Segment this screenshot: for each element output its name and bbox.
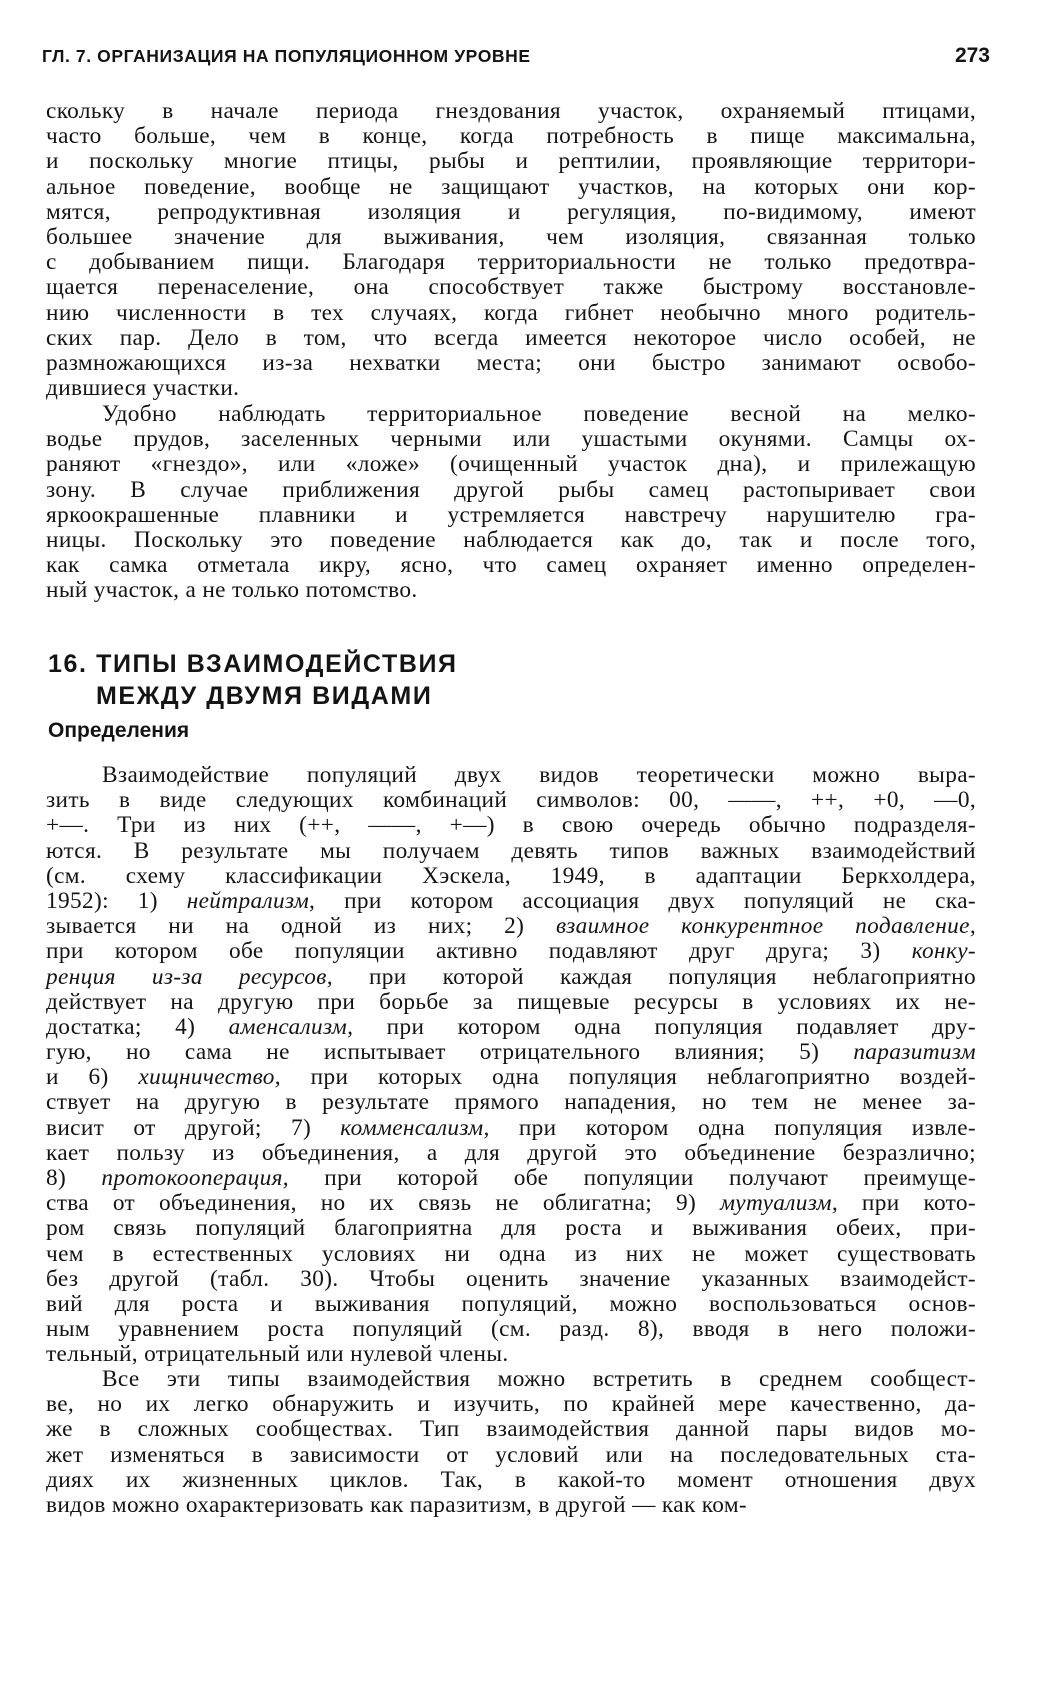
text-run: при котором одна популяция подавляет дру- — [353, 1013, 976, 1040]
text-line — [46, 1342, 976, 1367]
text-line: щается перенаселение, она способствует также быстрому восстановле- — [46, 274, 976, 301]
text-line: мятся, репродуктивная изоляция и регуляция, по-видимому, имеют — [46, 198, 976, 225]
text-line — [46, 939, 976, 964]
section-title-line-1: 16. ТИПЫ ВЗАИМОДЕЙСТВИЯ — [48, 650, 458, 678]
text-line — [46, 965, 976, 990]
text-run: висит от другой; 7) — [46, 1114, 341, 1141]
text-line — [46, 1040, 976, 1065]
text-line — [46, 1090, 976, 1115]
section-title — [48, 648, 458, 712]
paragraph-community-interactions — [46, 1367, 976, 1518]
text-run: и 6) — [46, 1064, 139, 1091]
text-line — [46, 1191, 976, 1216]
text-line — [46, 1065, 976, 1090]
text-line — [46, 788, 976, 813]
text-run: при которых одна популяция неблагоприятно воздей- — [280, 1064, 976, 1091]
text-line — [46, 1267, 976, 1292]
paragraph-interaction-types — [46, 763, 976, 1368]
text-line — [46, 1116, 976, 1141]
text-line — [46, 839, 976, 864]
text-line: ве, но их легко обнаружить и изучить, по крайней мере качественно, да- — [46, 1391, 976, 1418]
section-title-line-2: МЕЖДУ ДВУМЯ ВИДАМИ — [96, 682, 433, 710]
text-line — [46, 1317, 976, 1342]
text-run: зывается ни на одной из них; 2) — [46, 913, 556, 940]
text-run: ром связь популяций благоприятна для роста и выживания обеих, при- — [46, 1215, 976, 1242]
text-line — [46, 813, 976, 838]
text-line — [46, 1242, 976, 1267]
subsection-title: Определения — [48, 719, 190, 742]
text-run: действует на другую при борьбе за пищевые ресурсы в условиях их не- — [46, 988, 976, 1015]
text-run: при котором обе популяции активно подавляют друг друга; 3) — [46, 938, 912, 965]
running-title: ГЛ. 7. ОРГАНИЗАЦИЯ НА ПОПУЛЯЦИОННОМ УРОВНЕ — [42, 46, 531, 66]
text-line: нию численности в тех случаях, когда гибнет необычно много родитель- — [46, 299, 976, 326]
italic-term: нейтрализм, — [186, 887, 316, 914]
text-line: же в сложных сообществах. Тип взаимодействия данной пары видов мо- — [46, 1416, 976, 1443]
text-run: ным уравнением роста популяций (см. разд. 8), вводя в него положи- — [46, 1316, 976, 1343]
text-run: при которой каждая популяция неблагоприятно — [332, 963, 976, 990]
text-line — [46, 1015, 976, 1040]
page-number: 273 — [954, 44, 990, 67]
text-line: раняют «гнездо», или «ложе» (очищенный участок дна), и прилежащую — [46, 451, 976, 478]
text-line — [46, 864, 976, 889]
text-run: гую, но сама не испытывает отрицательного влияния; 5) — [46, 1039, 854, 1066]
italic-term: комменсализм, — [340, 1114, 490, 1141]
paragraph-territoriality — [46, 99, 976, 401]
text-line: альное поведение, вообще не защищают участков, на которых они кор- — [46, 173, 976, 200]
text-line — [46, 1141, 976, 1166]
italic-term: конку- — [911, 938, 976, 965]
text-line — [46, 889, 976, 914]
text-line: большее значение для выживания, чем изоляция, связанная только — [46, 223, 976, 250]
paragraph-sunfish-behavior — [46, 402, 976, 604]
text-run: вий для роста и выживания популяций, можно воспользоваться основ- — [46, 1290, 976, 1317]
text-run: при котором ассоциация двух популяций не ска- — [315, 887, 976, 914]
italic-term: паразитизм — [853, 1039, 976, 1066]
italic-term: аменсализм, — [228, 1013, 354, 1040]
text-run: +—. Три из них (++, ——, +—) в свою очередь обычно подразделя- — [46, 812, 976, 839]
text-line: яркоокрашенные плавники и устремляется навстречу нарушителю гра- — [46, 501, 976, 528]
text-line: дившиеся участки. — [46, 375, 240, 402]
text-run: (см. схему классификации Хэскела, 1949, в адаптации Беркхолдера, — [46, 862, 976, 889]
text-line: видов можно охарактеризовать как паразитизм, в другой — как ком- — [46, 1491, 748, 1518]
text-line — [46, 914, 976, 939]
text-run: ствует на другую в результате прямого нападения, но тем не менее за- — [46, 1089, 976, 1116]
text-run: 1952): 1) — [46, 887, 187, 914]
text-line: часто больше, чем в конце, когда потребность в пище максимальна, — [46, 123, 976, 150]
italic-term: взаимное конкурентное подавление, — [556, 913, 976, 940]
text-run: при которой обе популяции получают преимуще- — [288, 1165, 976, 1191]
text-line — [46, 763, 976, 788]
text-line: ницы. Поскольку это поведение наблюдается как до, так и после того, — [46, 526, 976, 553]
text-line — [46, 1292, 976, 1317]
italic-term: хищничество, — [138, 1064, 281, 1091]
text-line: и поскольку многие птицы, рыбы и рептилии, проявляющие территори- — [46, 148, 976, 175]
text-run: при котором одна популяция извле- — [489, 1114, 976, 1141]
text-line — [46, 990, 976, 1015]
text-run: 8) — [46, 1165, 102, 1191]
italic-term: мутуализм, — [720, 1190, 839, 1217]
text-line: как самка отметала икру, ясно, что самец охраняет именно определен- — [46, 552, 976, 579]
text-line: ный участок, а не только потомство. — [46, 577, 418, 604]
italic-term: протокооперация, — [101, 1165, 289, 1191]
text-line: жет изменяться в зависимости от условий или на последовательных ста- — [46, 1441, 976, 1468]
text-line: скольку в начале периода гнездования участок, охраняемый птицами, — [46, 98, 976, 124]
text-line: Удобно наблюдать территориальное поведение весной на мелко- — [102, 401, 976, 427]
text-line: зону. В случае приближения другой рыбы самец растопыривает свои — [46, 476, 976, 503]
text-line: ских пар. Дело в том, что всегда имеется некоторое число особей, не — [46, 324, 976, 351]
text-run: ства от объединения, но их связь не облигатна; 9) — [46, 1190, 721, 1217]
text-run: достатка; 4) — [46, 1013, 229, 1040]
text-line: водье прудов, заселенных черными или ушастыми окунями. Самцы ох- — [46, 426, 976, 453]
text-run: ются. В результате мы получаем девять типов важных взаимодействий — [46, 837, 976, 864]
text-line — [46, 1216, 976, 1241]
text-run: чем в естественных условиях ни одна из них не может существовать — [46, 1240, 976, 1267]
text-line: размножающихся из-за нехватки места; они быстро занимают освобо- — [46, 349, 976, 376]
text-run: кает пользу из объединения, а для другой это объединение безразлично; — [46, 1139, 976, 1166]
text-run: тельный, отрицательный или нулевой члены. — [46, 1341, 509, 1368]
text-run: зить в виде следующих комбинаций символов: 00, ——, ++, +0, —0, — [46, 787, 976, 814]
text-line: с добыванием пищи. Благодаря территориальности не только предотвра- — [46, 249, 976, 276]
text-run: при кото- — [838, 1190, 976, 1217]
text-line: Все эти типы взаимодействия можно встретить в среднем сообщест- — [102, 1366, 976, 1392]
text-line — [46, 1166, 976, 1191]
text-line: диях их жизненных циклов. Так, в какой-то момент отношения двух — [46, 1466, 976, 1493]
text-run: Взаимодействие популяций двух видов теоретически можно выра- — [102, 762, 976, 788]
text-run: без другой (табл. 30). Чтобы оценить значение указанных взаимодейст- — [46, 1265, 976, 1292]
running-head — [42, 46, 990, 76]
italic-term: ренция из-за ресурсов, — [46, 963, 333, 990]
